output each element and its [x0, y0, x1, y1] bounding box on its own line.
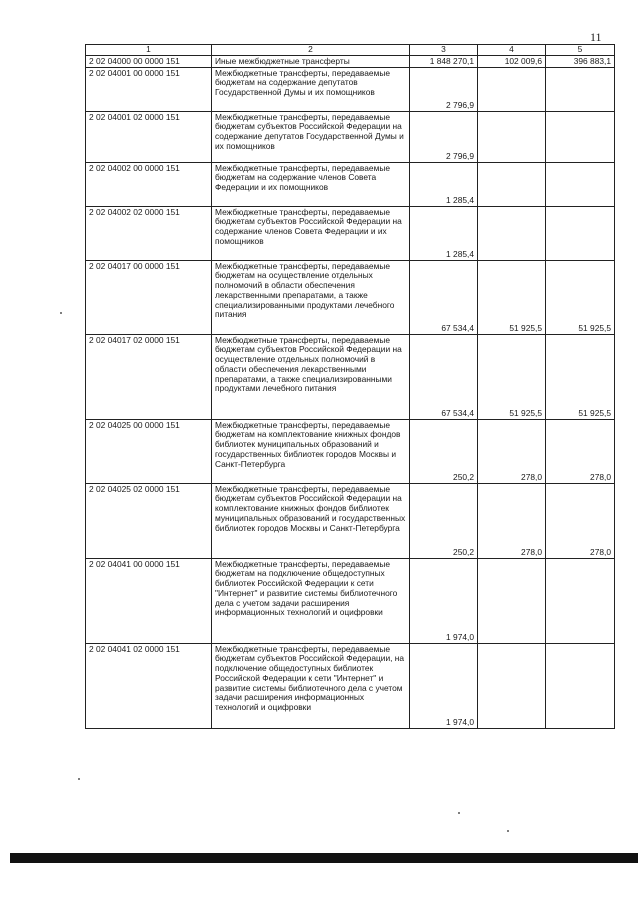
value-col-3: 2 796,9	[410, 111, 478, 162]
value-col-5	[546, 206, 615, 260]
budget-code: 2 02 04001 02 0000 151	[86, 111, 212, 162]
column-header: 3	[410, 45, 478, 56]
value-col-5	[546, 111, 615, 162]
column-header: 5	[546, 45, 615, 56]
table-row	[86, 111, 615, 162]
budget-code: 2 02 04041 00 0000 151	[86, 558, 212, 643]
value-col-3: 1 974,0	[410, 558, 478, 643]
value-col-5: 51 925,5	[546, 334, 615, 419]
budget-item-name: Межбюджетные трансферты, передаваемые бюджетам на содержание членов Совета Федерации и их помощников	[212, 162, 410, 206]
scan-border-bar	[10, 853, 638, 863]
table-row	[86, 558, 615, 643]
table-row	[86, 56, 615, 68]
budget-item-name: Межбюджетные трансферты, передаваемые бюджетам субъектов Российской Федерации на осуществление отдельных полномочий в области обеспечения лекарственными препаратами, а также специализированными продуктами лечебного питания	[212, 334, 410, 419]
column-header: 2	[212, 45, 410, 56]
budget-item-name: Межбюджетные трансферты, передаваемые бюджетам субъектов Российской Федерации, на подключение общедоступных библиотек Российской Федерации к сети "Интернет" и развитие системы библиотечного дела с учетом задачи расширения информационных технологий и оцифровки	[212, 643, 410, 728]
budget-item-name: Межбюджетные трансферты, передаваемые бюджетам субъектов Российской Федерации на содержание депутатов Государственной Думы и их помощников	[212, 111, 410, 162]
table-row	[86, 643, 615, 728]
budget-code: 2 02 04017 00 0000 151	[86, 260, 212, 334]
value-col-4: 278,0	[478, 419, 546, 483]
scan-speck	[78, 778, 80, 780]
table-row	[86, 162, 615, 206]
budget-table	[85, 44, 615, 729]
budget-item-name: Межбюджетные трансферты, передаваемые бюджетам субъектов Российской Федерации на содержание членов Совета Федерации и их помощников	[212, 206, 410, 260]
value-col-5: 278,0	[546, 419, 615, 483]
budget-code: 2 02 04002 02 0000 151	[86, 206, 212, 260]
budget-code: 2 02 04001 00 0000 151	[86, 67, 212, 111]
value-col-3: 1 848 270,1	[410, 56, 478, 68]
value-col-4: 102 009,6	[478, 56, 546, 68]
budget-code: 2 02 04025 02 0000 151	[86, 483, 212, 558]
budget-code: 2 02 04000 00 0000 151	[86, 56, 212, 68]
scan-speck	[507, 830, 509, 832]
scan-speck	[60, 312, 62, 314]
value-col-4	[478, 206, 546, 260]
value-col-5	[546, 162, 615, 206]
table-row	[86, 334, 615, 419]
value-col-3: 67 534,4	[410, 260, 478, 334]
column-header: 4	[478, 45, 546, 56]
table-row	[86, 419, 615, 483]
value-col-3: 67 534,4	[410, 334, 478, 419]
value-col-4	[478, 643, 546, 728]
value-col-4: 278,0	[478, 483, 546, 558]
budget-item-name: Межбюджетные трансферты, передаваемые бюджетам на содержание депутатов Государственной Думы и их помощников	[212, 67, 410, 111]
value-col-4	[478, 162, 546, 206]
value-col-3: 1 974,0	[410, 643, 478, 728]
budget-item-name: Межбюджетные трансферты, передаваемые бюджетам на подключение общедоступных библиотек Российской Федерации к сети "Интернет" и развитие системы библиотечного дела с учетом задачи расширения информационных технологий и оцифровки	[212, 558, 410, 643]
page-number: 11	[590, 30, 602, 44]
budget-item-name: Межбюджетные трансферты, передаваемые бюджетам на осуществление отдельных полномочий в области обеспечения лекарственными препаратами, а также специализированными продуктами лечебного питания	[212, 260, 410, 334]
value-col-5: 51 925,5	[546, 260, 615, 334]
table-row	[86, 67, 615, 111]
table-row	[86, 483, 615, 558]
budget-item-name: Межбюджетные трансферты, передаваемые бюджетам субъектов Российской Федерации на комплектование книжных фондов библиотек муниципальных образований и государственных библиотек городов Москвы и Санкт-Петербурга	[212, 483, 410, 558]
value-col-5: 278,0	[546, 483, 615, 558]
budget-code: 2 02 04041 02 0000 151	[86, 643, 212, 728]
value-col-4	[478, 67, 546, 111]
value-col-3: 1 285,4	[410, 206, 478, 260]
value-col-3: 250,2	[410, 419, 478, 483]
budget-item-name: Иные межбюджетные трансферты	[212, 56, 410, 68]
budget-code: 2 02 04025 00 0000 151	[86, 419, 212, 483]
value-col-3: 2 796,9	[410, 67, 478, 111]
value-col-3: 250,2	[410, 483, 478, 558]
value-col-4	[478, 111, 546, 162]
budget-item-name: Межбюджетные трансферты, передаваемые бюджетам на комплектование книжных фондов библиотек муниципальных образований и государственных библиотек городов Москвы и Санкт-Петербурга	[212, 419, 410, 483]
value-col-5	[546, 558, 615, 643]
value-col-3: 1 285,4	[410, 162, 478, 206]
value-col-5	[546, 643, 615, 728]
value-col-5	[546, 67, 615, 111]
value-col-4	[478, 558, 546, 643]
table-row	[86, 260, 615, 334]
column-header: 1	[86, 45, 212, 56]
table-header-row	[86, 45, 615, 56]
scan-speck	[458, 812, 460, 814]
value-col-4: 51 925,5	[478, 260, 546, 334]
value-col-4: 51 925,5	[478, 334, 546, 419]
budget-code: 2 02 04002 00 0000 151	[86, 162, 212, 206]
budget-code: 2 02 04017 02 0000 151	[86, 334, 212, 419]
table-row	[86, 206, 615, 260]
value-col-5: 396 883,1	[546, 56, 615, 68]
